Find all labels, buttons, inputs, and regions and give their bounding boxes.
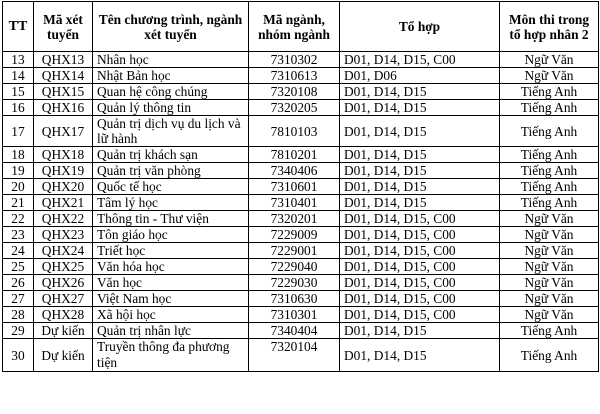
header-row [3, 2, 599, 52]
table-row [3, 68, 599, 84]
cell-combo: D01, D14, D15, C00 [340, 243, 500, 259]
cell-tt: 15 [3, 84, 34, 100]
table-row [3, 323, 599, 339]
cell-ma-nganh: 7229009 [249, 227, 340, 243]
cell-subject: Ngữ Văn [500, 275, 599, 291]
cell-code: QHX14 [34, 68, 93, 84]
cell-ma-nganh: 7229030 [249, 275, 340, 291]
cell-tt: 24 [3, 243, 34, 259]
cell-major: Tâm lý học [93, 195, 249, 211]
table-row [3, 116, 599, 147]
table-row [3, 275, 599, 291]
cell-major: Quan hệ công chúng [93, 84, 249, 100]
cell-code: QHX23 [34, 227, 93, 243]
cell-subject: Ngữ Văn [500, 52, 599, 68]
cell-ma-nganh: 7310302 [249, 52, 340, 68]
cell-major: Quản trị dịch vụ du lịch và lữ hành [93, 116, 249, 147]
cell-ma-nganh: 7320104 [249, 339, 340, 372]
cell-ma-nganh: 7320201 [249, 211, 340, 227]
cell-tt: 22 [3, 211, 34, 227]
cell-combo: D01, D14, D15, C00 [340, 275, 500, 291]
cell-ma-nganh: 7340406 [249, 163, 340, 179]
cell-major: Nhân học [93, 52, 249, 68]
cell-tt: 21 [3, 195, 34, 211]
cell-major: Quốc tế học [93, 179, 249, 195]
cell-subject: Ngữ Văn [500, 243, 599, 259]
cell-code: Dự kiến [34, 339, 93, 372]
cell-subject: Tiếng Anh [500, 179, 599, 195]
table-row [3, 100, 599, 116]
cell-subject: Ngữ Văn [500, 211, 599, 227]
cell-subject: Ngữ Văn [500, 68, 599, 84]
cell-code: QHX16 [34, 100, 93, 116]
cell-major: Việt Nam học [93, 291, 249, 307]
cell-major: Quản trị văn phòng [93, 163, 249, 179]
cell-subject: Tiếng Anh [500, 163, 599, 179]
cell-ma-nganh: 7310613 [249, 68, 340, 84]
cell-subject: Tiếng Anh [500, 100, 599, 116]
cell-major: Xã hội học [93, 307, 249, 323]
cell-combo: D01, D06 [340, 68, 500, 84]
cell-major: Quản lý thông tin [93, 100, 249, 116]
table-row [3, 339, 599, 372]
cell-major: Nhật Bản học [93, 68, 249, 84]
table-row [3, 291, 599, 307]
header-ma-nganh: Mã ngành, nhóm ngành [249, 2, 340, 52]
cell-ma-nganh: 7310401 [249, 195, 340, 211]
cell-combo: D01, D14, D15 [340, 195, 500, 211]
cell-combo: D01, D14, D15, C00 [340, 307, 500, 323]
cell-combo: D01, D14, D15, C00 [340, 259, 500, 275]
cell-ma-nganh: 7310601 [249, 179, 340, 195]
cell-code: Dự kiến [34, 323, 93, 339]
cell-subject: Tiếng Anh [500, 339, 599, 372]
cell-major: Quản trị nhân lực [93, 323, 249, 339]
cell-subject: Ngữ Văn [500, 307, 599, 323]
cell-tt: 26 [3, 275, 34, 291]
header-ten-chuong-trinh: Tên chương trình, ngành xét tuyển [93, 2, 249, 52]
cell-combo: D01, D14, D15, C00 [340, 52, 500, 68]
cell-code: QHX25 [34, 259, 93, 275]
cell-tt: 14 [3, 68, 34, 84]
cell-combo: D01, D14, D15, C00 [340, 211, 500, 227]
cell-combo: D01, D14, D15, C00 [340, 227, 500, 243]
cell-code: QHX13 [34, 52, 93, 68]
table-row [3, 84, 599, 100]
cell-code: QHX20 [34, 179, 93, 195]
cell-code: QHX18 [34, 147, 93, 163]
cell-combo: D01, D14, D15 [340, 84, 500, 100]
cell-tt: 19 [3, 163, 34, 179]
cell-subject: Tiếng Anh [500, 323, 599, 339]
cell-tt: 23 [3, 227, 34, 243]
cell-code: QHX22 [34, 211, 93, 227]
cell-code: QHX15 [34, 84, 93, 100]
table-row [3, 243, 599, 259]
cell-subject: Tiếng Anh [500, 116, 599, 147]
cell-subject: Ngữ Văn [500, 227, 599, 243]
cell-tt: 18 [3, 147, 34, 163]
cell-code: QHX24 [34, 243, 93, 259]
cell-subject: Ngữ Văn [500, 291, 599, 307]
cell-code: QHX17 [34, 116, 93, 147]
cell-tt: 20 [3, 179, 34, 195]
cell-ma-nganh: 7320108 [249, 84, 340, 100]
table-row [3, 179, 599, 195]
table-row [3, 307, 599, 323]
cell-major: Quản trị khách sạn [93, 147, 249, 163]
table-row [3, 52, 599, 68]
cell-ma-nganh: 7340404 [249, 323, 340, 339]
cell-major: Văn hóa học [93, 259, 249, 275]
table-row [3, 211, 599, 227]
cell-combo: D01, D14, D15, C00 [340, 291, 500, 307]
cell-code: QHX26 [34, 275, 93, 291]
cell-combo: D01, D14, D15 [340, 100, 500, 116]
cell-subject: Tiếng Anh [500, 147, 599, 163]
cell-tt: 17 [3, 116, 34, 147]
header-mon-thi: Môn thi trong tổ hợp nhân 2 [500, 2, 599, 52]
header-ma-xet-tuyen: Mã xét tuyển [34, 2, 93, 52]
cell-combo: D01, D14, D15 [340, 147, 500, 163]
cell-ma-nganh: 7229040 [249, 259, 340, 275]
table-row [3, 163, 599, 179]
cell-tt: 13 [3, 52, 34, 68]
cell-ma-nganh: 7310630 [249, 291, 340, 307]
cell-tt: 25 [3, 259, 34, 275]
cell-ma-nganh: 7229001 [249, 243, 340, 259]
table-body [3, 52, 599, 372]
cell-major: Truyền thông đa phương tiện [93, 339, 249, 372]
cell-tt: 29 [3, 323, 34, 339]
cell-ma-nganh: 7810201 [249, 147, 340, 163]
cell-tt: 30 [3, 339, 34, 372]
table-row [3, 195, 599, 211]
cell-combo: D01, D14, D15 [340, 116, 500, 147]
cell-code: QHX27 [34, 291, 93, 307]
table-row [3, 147, 599, 163]
cell-subject: Tiếng Anh [500, 195, 599, 211]
cell-code: QHX28 [34, 307, 93, 323]
cell-major: Thông tin - Thư viện [93, 211, 249, 227]
cell-ma-nganh: 7310301 [249, 307, 340, 323]
cell-tt: 27 [3, 291, 34, 307]
cell-major: Triết học [93, 243, 249, 259]
cell-subject: Ngữ Văn [500, 259, 599, 275]
cell-major: Văn học [93, 275, 249, 291]
cell-tt: 16 [3, 100, 34, 116]
cell-code: QHX19 [34, 163, 93, 179]
cell-combo: D01, D14, D15 [340, 339, 500, 372]
cell-ma-nganh: 7810103 [249, 116, 340, 147]
cell-subject: Tiếng Anh [500, 84, 599, 100]
cell-major: Tôn giáo học [93, 227, 249, 243]
header-tt: TT [3, 2, 34, 52]
cell-combo: D01, D14, D15 [340, 163, 500, 179]
table-row [3, 227, 599, 243]
cell-tt: 28 [3, 307, 34, 323]
cell-combo: D01, D14, D15 [340, 179, 500, 195]
cell-combo: D01, D14, D15 [340, 323, 500, 339]
cell-ma-nganh: 7320205 [249, 100, 340, 116]
admission-table [2, 1, 599, 372]
table-row [3, 259, 599, 275]
cell-code: QHX21 [34, 195, 93, 211]
header-to-hop: Tổ hợp [340, 2, 500, 52]
